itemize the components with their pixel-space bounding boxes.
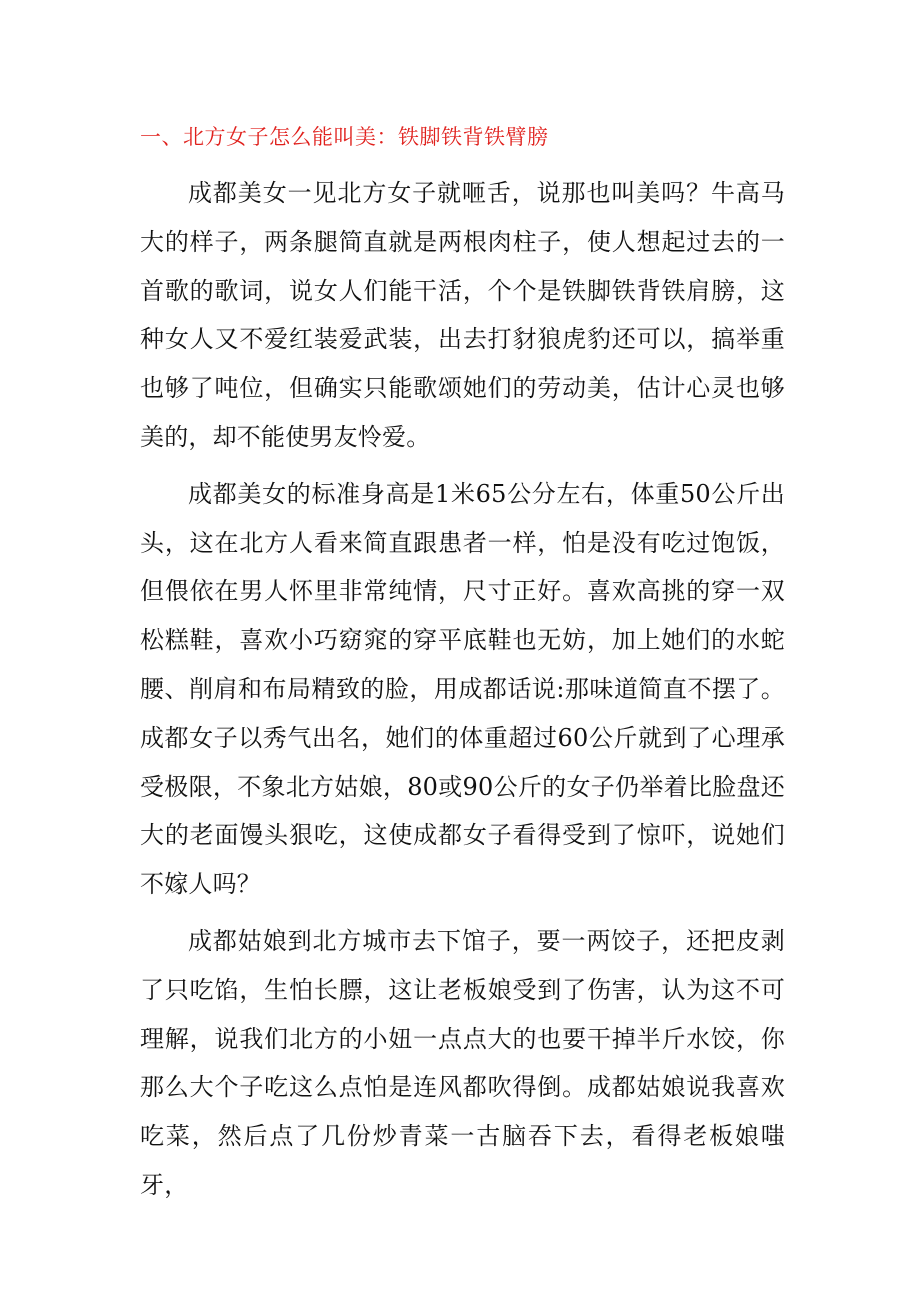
paragraph-3: 成都姑娘到北方城市去下馆子，要一两饺子，还把皮剥了只吃馅，生怕长膘，这让老板娘受到了伤害，认为这不可理解，说我们北方的小妞一点点大的也要干掉半斤水饺，你那么大个子吃这么点怕是连风都吹得倒。成都姑娘说我喜欢吃菜，然后点了几份炒青菜一古脑吞下去，看得老板娘嗤牙，: [140, 926, 785, 1199]
paragraph-1: 成都美女一见北方女子就咂舌，说那也叫美吗？牛高马大的样子，两条腿简直就是两根肉柱子，使人想起过去的一首歌的歌词，说女人们能干活，个个是铁脚铁背铁肩膀，这种女人又不爱红装爱武装，出去打豺狼虎豹还可以，搞举重也够了吨位，但确实只能歌颂她们的劳动美，估计心灵也够美的，却不能使男友怜爱。: [140, 179, 785, 451]
document-page: [140, 118, 785, 1218]
section-heading: 一、北方女子怎么能叫美：铁脚铁背铁臂膀: [140, 125, 549, 149]
paragraph-2: 成都美女的标准身高是1米65公分左右，体重50公斤出头，这在北方人看来简直跟患者一样，怕是没有吃过饱饭，但偎依在男人怀里非常纯情，尺寸正好。喜欢高挑的穿一双松糕鞋，喜欢小巧窈窕的穿平底鞋也无妨，加上她们的水蛇腰、削肩和布局精致的脸，用成都话说:那味道简直不摆了。成都女子以秀气出名，她们的体重超过60公斤就到了心理承受极限，不象北方姑娘，80或90公斤的女子仍举着比脸盘还大的老面馒头狠吃，这使成都女子看得受到了惊吓，说她们不嫁人吗？: [140, 479, 785, 899]
